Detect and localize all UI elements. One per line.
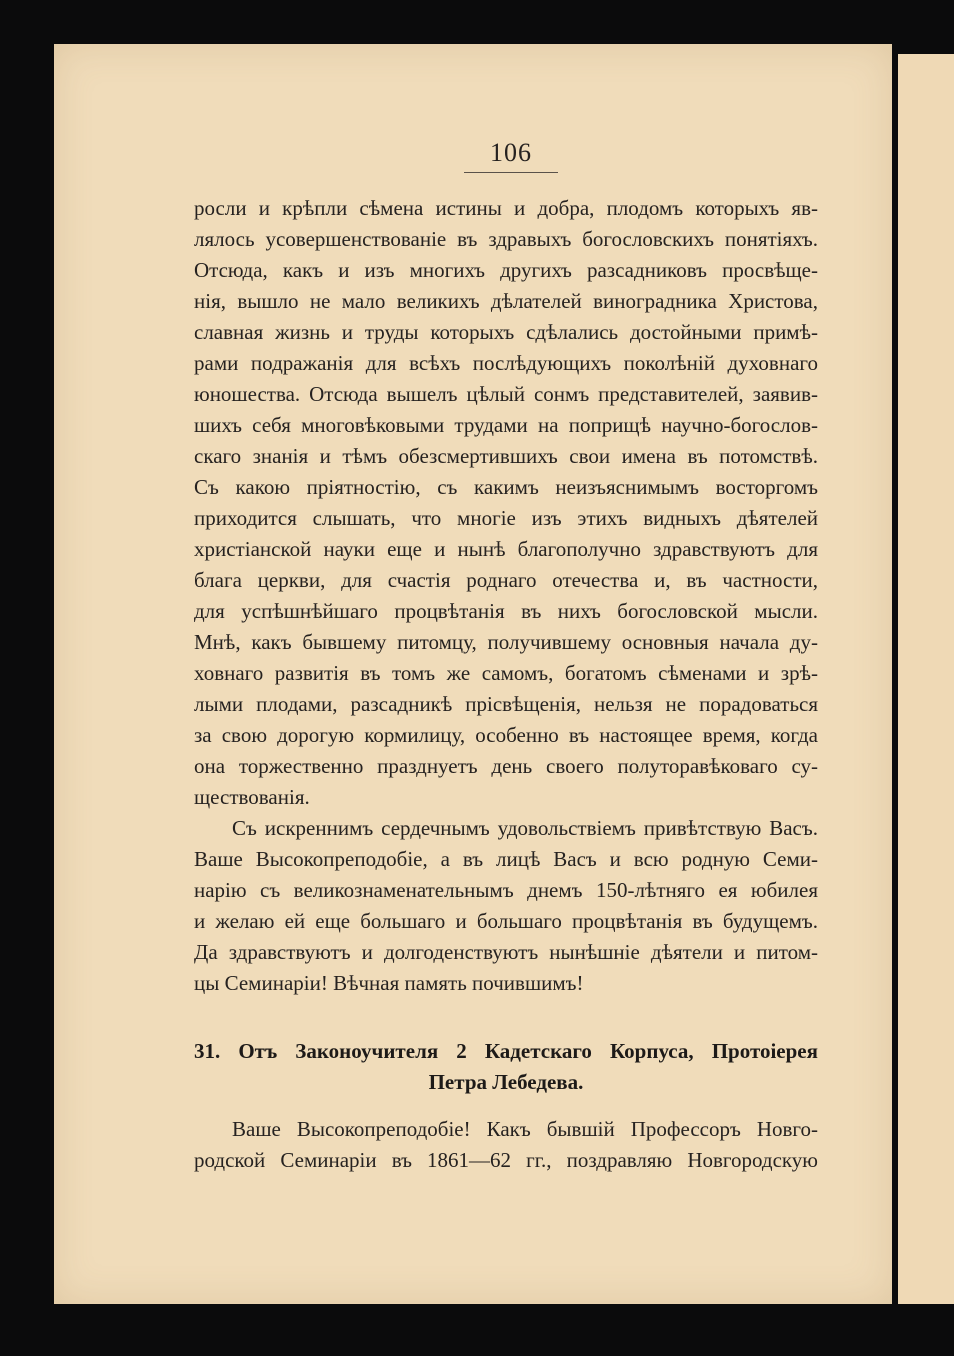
text-line: Ваше Высокопреподобіе, а въ лицѣ Васъ и всю родную Семи- [194,847,818,871]
text-line: славная жизнь и труды которыхъ сдѣлались достойными примѣ- [194,320,818,344]
text-line: ществованія. [194,785,310,809]
text-line: для успѣшнѣйшаго процвѣтанія въ нихъ богословской мысли. [194,599,818,623]
text-line: Съ искреннимъ сердечнымъ удовольствіемъ привѣтствую Васъ. [232,816,818,840]
text-line: родской Семинаріи въ 1861—62 гг., поздравляю Новгородскую [194,1148,818,1172]
text-line: рами подражанія для всѣхъ послѣдующихъ поколѣній духовнаго [194,351,818,375]
text-line: Съ какою пріятностію, съ какимъ неизъяснимымъ восторгомъ [194,475,818,499]
page-number-rule [464,172,558,173]
text-line: за свою дорогую кормилицу, особенно въ настоящее время, когда [194,723,818,747]
section-heading-line-1: 31. Отъ Законоучителя 2 Кадетскаго Корпуса, Протоіерея [194,1039,818,1063]
text-line: Мнѣ, какъ бывшему питомцу, получившему основныя начала ду- [194,630,818,654]
text-line: христіанской науки еще и нынѣ благополучно здравствуютъ для [194,537,818,561]
text-line: она торжественно празднуетъ день своего полуторавѣковаго су- [194,754,818,778]
text-line: ховнаго развитія въ томъ же самомъ, богатомъ сѣменами и зрѣ- [194,661,818,685]
text-line: цы Семинаріи! Вѣчная память почившимъ! [194,971,584,995]
text-line: нарію съ великознаменательнымъ днемъ 150-лѣтняго ея юбилея [194,878,818,902]
text-line: приходится слышать, что многіе изъ этихъ видныхъ дѣятелей [194,506,818,530]
section-heading-line-2: Петра Лебедева. [428,1070,584,1094]
text-line: блага церкви, для счастія роднаго отечества и, въ частности, [194,568,818,592]
adjacent-page-edge [898,54,954,1304]
text-line: нія, вышло не мало великихъ дѣлателей виноградника Христова, [194,289,818,313]
text-line: Ваше Высокопреподобіе! Какъ бывшій Профессоръ Новго- [232,1117,818,1141]
text-line: лялось усовершенствованіе въ здравыхъ богословскихъ понятіяхъ. [194,227,818,251]
text-line: росли и крѣпли сѣмена истины и добра, плодомъ которыхъ яв- [194,196,818,220]
text-line: юношества. Отсюда вышелъ цѣлый сонмъ представителей, заявив- [194,382,818,406]
text-line: лыми плодами, разсадникѣ прісвѣщенія, нельзя не порадоваться [194,692,818,716]
text-line: шихъ себя многовѣковыми трудами на поприщѣ научно-богослов- [194,413,818,437]
text-line: Отсюда, какъ и изъ многихъ другихъ разсадниковъ просвѣще- [194,258,818,282]
page-number: 106 [490,138,532,167]
text-line: скаго знанія и тѣмъ обезсмертившихъ свои имена въ потомствѣ. [194,444,818,468]
text-line: Да здравствуютъ и долгоденствуютъ нынѣшніе дѣятели и питом- [194,940,818,964]
text-line: и желаю ей еще большаго и большаго процвѣтанія въ будущемъ. [194,909,818,933]
